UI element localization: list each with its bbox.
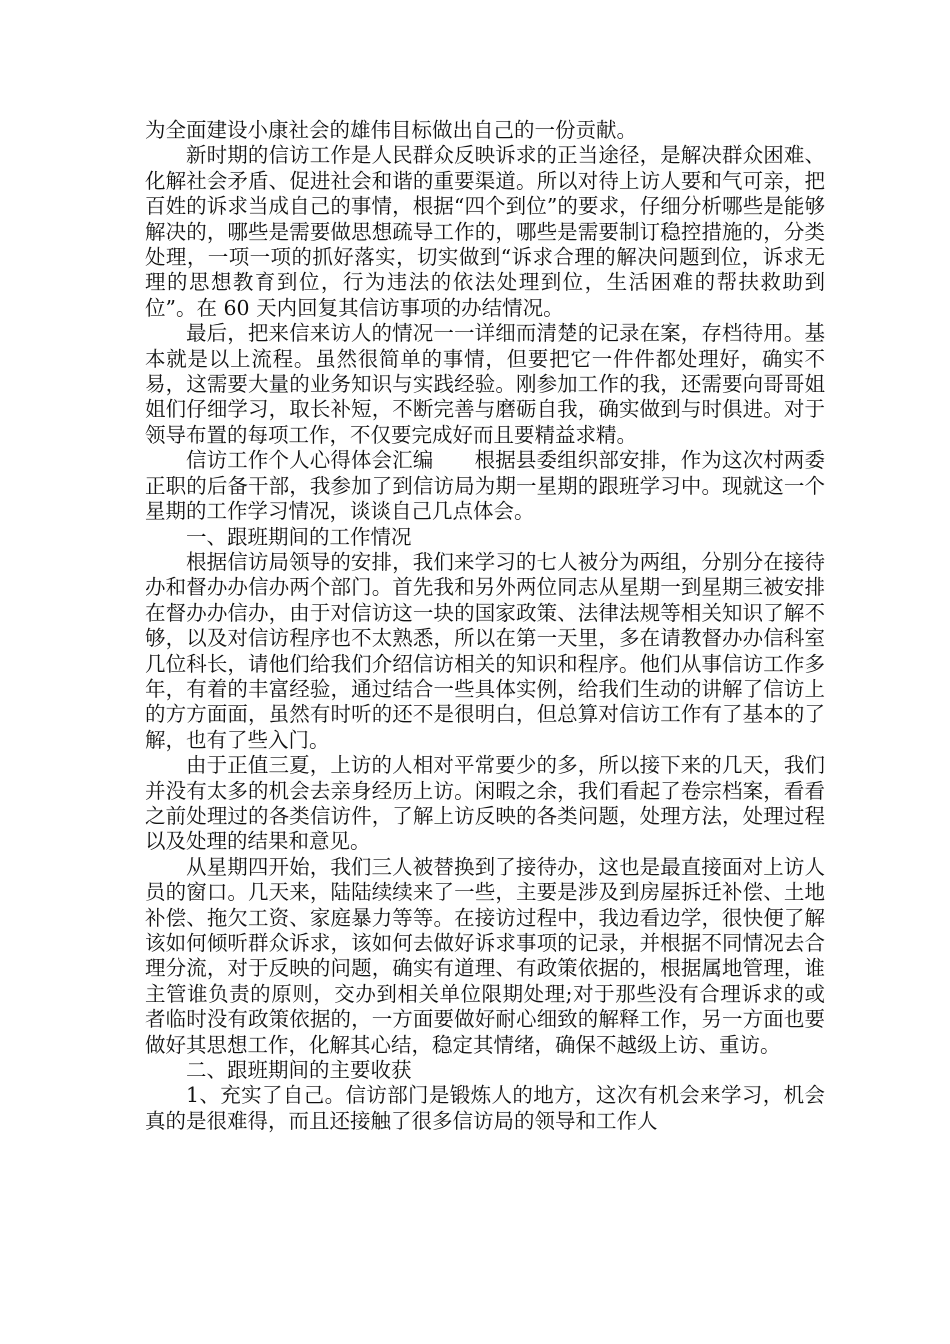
section-heading-work-situation: 一、跟班期间的工作情况	[186, 524, 412, 549]
paragraph-arrangement: 根据信访局领导的安排，我们来学习的七人被分为两组，分别分在接待办和督办办信办两个部门。首先我和另外两位同志从星期一到星期三被安排在督办办信办，由于对信访这一块的国家政策、法律法规等相关知识了解不够，以及对信访程序也不太熟悉，所以在第一天里，多在请教督办办信科室几位科长，请他们给我们介绍信访相关的知识和程序。他们从事信访工作多年，有着的丰富经验，通过结合一些具体实例，给我们生动的讲解了信访上的方方面面，虽然有时听的还不是很明白，但总算对信访工作有了基本的了解，也有了些入门。	[145, 549, 825, 752]
paragraph-summer: 由于正值三夏，上访的人相对平常要少的多，所以接下来的几天，我们并没有太多的机会去亲身经历上访。闲暇之余，我们看起了卷宗档案，看看之前处理过的各类信访件，了解上访反映的各类问题，处理方法，处理过程以及处理的结果和意见。	[145, 753, 825, 854]
section-heading-main-gains: 二、跟班期间的主要收获	[186, 1058, 412, 1083]
paragraph-reception-office: 从星期四开始，我们三人被替换到了接待办，这也是最直接面对上访人员的窗口。几天来，陆陆续续来了一些，主要是涉及到房屋拆迁补偿、土地补偿、拖欠工资、家庭暴力等等。在接访过程中，我边看边学，很快便了解该如何倾听群众诉求，该如何去做好诉求事项的记录，并根据不同情况去合理分流，对于反映的问题，确实有道理、有政策依据的，根据属地管理，谁主管谁负责的原则，交办到相关单位限期处理;对于那些没有合理诉求的或者临时没有政策依据的，一方面要做好耐心细致的解释工作，另一方面也要做好其思想工作，化解其心结，稳定其情绪，确保不越级上访、重访。	[145, 854, 825, 1057]
paragraph-enrich-self: 1、充实了自己。信访部门是锻炼人的地方，这次有机会来学习，机会真的是很难得，而且还接触了很多信访局的领导和工作人	[145, 1083, 825, 1133]
paragraph-new-era-petition: 新时期的信访工作是人民群众反映诉求的正当途径，是解决群众困难、化解社会矛盾、促进社会和谐的重要渠道。所以对待上访人要和气可亲，把百姓的诉求当成自己的事情，根据“四个到位”的要求，仔细分析哪些是能够解决的，哪些是需要做思想疏导工作的，哪些是需要制订稳控措施的，分类处理，一项一项的抓好落实，切实做到“诉求合理的解决问题到位，诉求无理的思想教育到位，行为违法的依法处理到位，生活困难的帮扶救助到位”。在 60 天内回复其信访事项的办结情况。	[145, 143, 825, 320]
paragraph-compilation-intro: 信访工作个人心得体会汇编 根据县委组织部安排，作为这次村两委正职的后备干部，我参加了到信访局为期一星期的跟班学习中。现就这一个星期的工作学习情况，谈谈自己几点体会。	[145, 448, 825, 524]
document-page	[145, 118, 825, 1134]
paragraph-intro-line: 为全面建设小康社会的雄伟目标做出自己的一份贡献。	[145, 118, 637, 142]
paragraph-finally: 最后，把来信来访人的情况一一详细而清楚的记录在案，存档待用。基本就是以上流程。虽然很简单的事情，但要把它一件件都处理好，确实不易，这需要大量的业务知识与实践经验。刚参加工作的我，还需要向哥哥姐姐们仔细学习，取长补短，不断完善与磨砺自我，确实做到与时俱进。对于领导布置的每项工作，不仅要完成好而且要精益求精。	[145, 321, 825, 447]
